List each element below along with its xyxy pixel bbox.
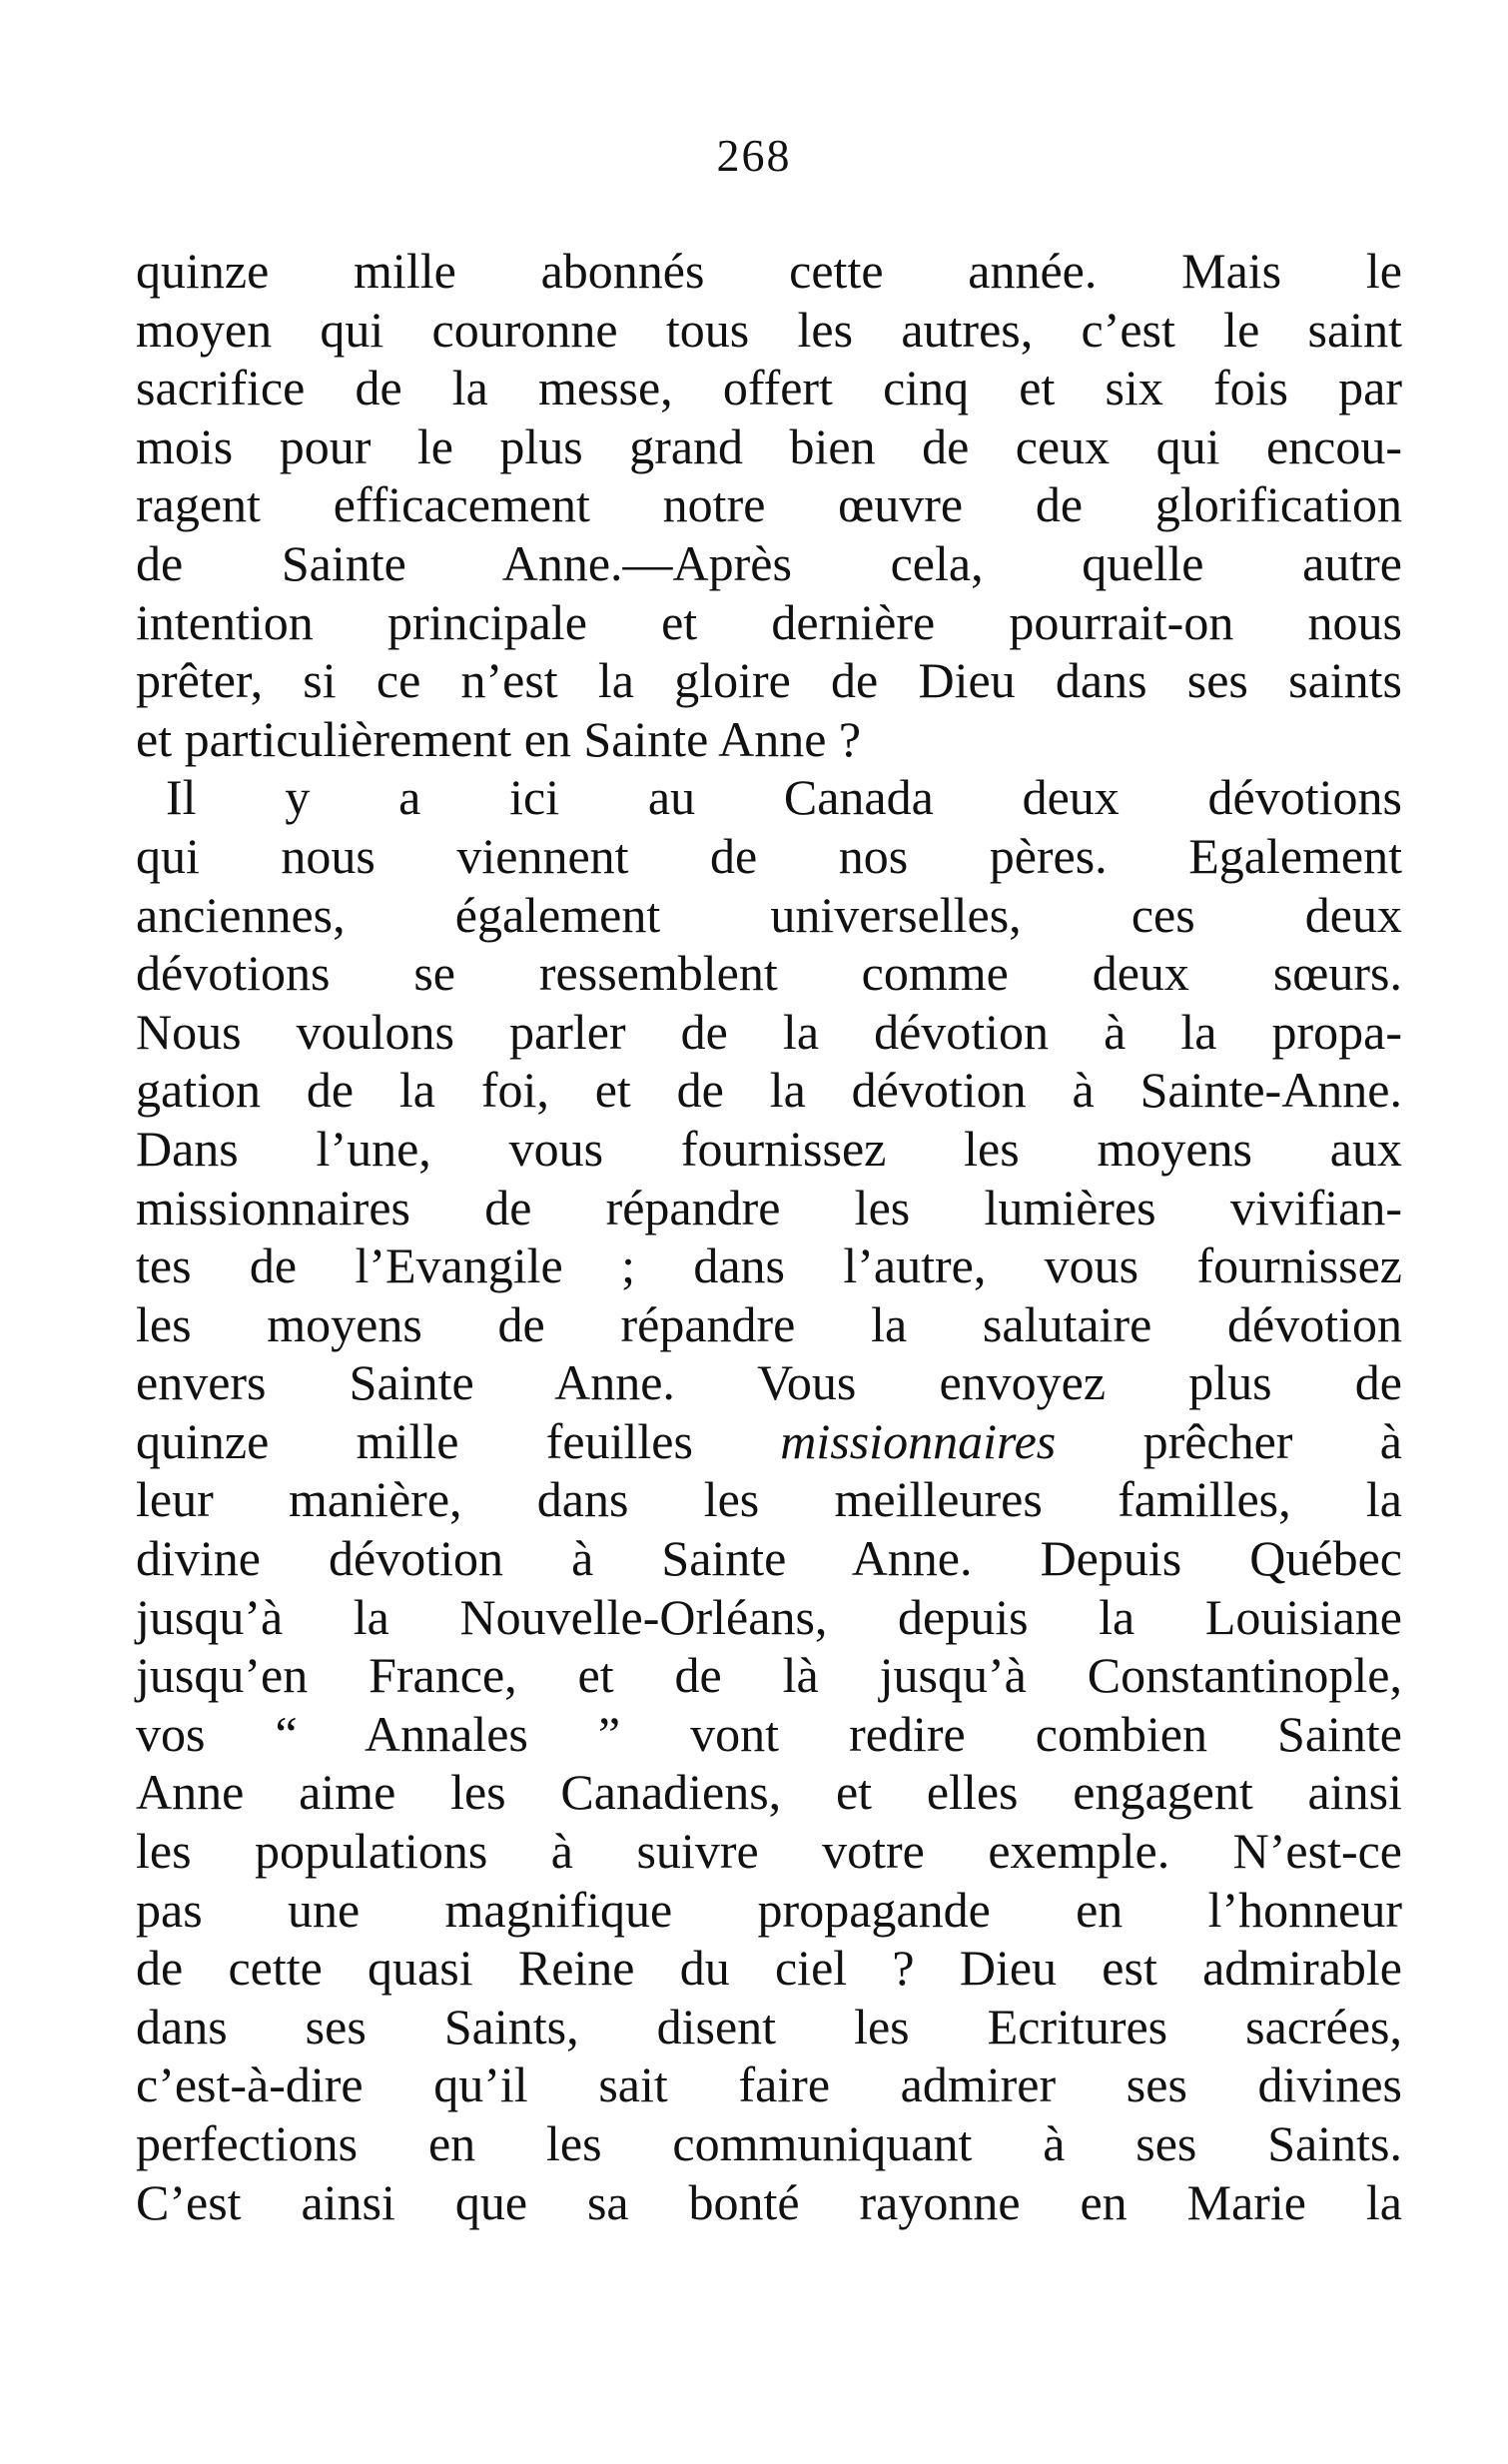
text-line: ragent efficacement notre œuvre de glorification xyxy=(136,476,1402,533)
text-line: intention principale et dernière pourrait-on nous xyxy=(136,593,1402,650)
text-segment: quinze mille feuilles xyxy=(136,1412,781,1469)
text-line: anciennes, également universelles, ces deux xyxy=(136,886,1402,943)
page-number: 268 xyxy=(716,130,792,181)
text-line: leur manière, dans les meilleures familles, la xyxy=(136,1471,1402,1528)
text-line: Dans l’une, vous fournissez les moyens aux xyxy=(136,1120,1402,1177)
text-line: c’est-à-dire qu’il sait faire admirer ses divines xyxy=(136,2056,1402,2113)
text-line: mois pour le plus grand bien de ceux qui encou- xyxy=(136,417,1402,474)
text-line: Anne aime les Canadiens, et elles engagent ainsi xyxy=(136,1764,1402,1821)
italic-word: missionnaires xyxy=(780,1412,1057,1469)
body-text xyxy=(136,242,1402,2231)
text-line: C’est ainsi que sa bonté rayonne en Marie la xyxy=(136,2173,1402,2230)
text-line: pas une magnifique propagande en l’honneur xyxy=(136,1881,1402,1938)
text-line: sacrifice de la messe, offert cinq et six fois par xyxy=(136,360,1402,416)
text-segment: prêcher à xyxy=(1056,1412,1402,1469)
text-line: gation de la foi, et de la dévotion à Sainte-Anne. xyxy=(136,1062,1402,1119)
text-line: vos “ Annales ” vont redire combien Sainte xyxy=(136,1705,1402,1762)
text-line: missionnaires de répandre les lumières vivifian- xyxy=(136,1179,1402,1235)
text-line: qui nous viennent de nos pères. Egalement xyxy=(136,827,1402,884)
text-line: prêter, si ce n’est la gloire de Dieu dans ses saints xyxy=(136,652,1402,709)
text-line: divine dévotion à Sainte Anne. Depuis Québec xyxy=(136,1530,1402,1587)
text-line: de Sainte Anne.—Après cela, quelle autre xyxy=(136,534,1402,591)
text-line: perfections en les communiquant à ses Saints. xyxy=(136,2115,1402,2171)
text-line: jusqu’en France, et de là jusqu’à Constantinople, xyxy=(136,1647,1402,1704)
paragraph-start-line: Il y a ici au Canada deux dévotions xyxy=(166,769,1402,826)
text-line: dans ses Saints, disent les Ecritures sacrées, xyxy=(136,1998,1402,2054)
text-line: de cette quasi Reine du ciel ? Dieu est admirable xyxy=(136,1940,1402,1997)
text-line: envers Sainte Anne. Vous envoyez plus de xyxy=(136,1354,1402,1411)
text-line: tes de l’Evangile ; dans l’autre, vous fournissez xyxy=(136,1237,1402,1294)
text-line: jusqu’à la Nouvelle-Orléans, depuis la Louisiane xyxy=(136,1588,1402,1645)
text-line: moyen qui couronne tous les autres, c’est le saint xyxy=(136,301,1402,358)
text-line-with-italic xyxy=(136,1412,1402,1471)
paragraph-end-line: et particulièrement en Sainte Anne ? xyxy=(136,710,862,767)
text-line: les populations à suivre votre exemple. N’est-ce xyxy=(136,1823,1402,1880)
text-line: les moyens de répandre la salutaire dévotion xyxy=(136,1295,1402,1352)
text-line: Nous voulons parler de la dévotion à la propa- xyxy=(136,1003,1402,1060)
text-line: dévotions se ressemblent comme deux sœurs. xyxy=(136,945,1402,1002)
text-line: quinze mille abonnés cette année. Mais le xyxy=(136,243,1402,299)
